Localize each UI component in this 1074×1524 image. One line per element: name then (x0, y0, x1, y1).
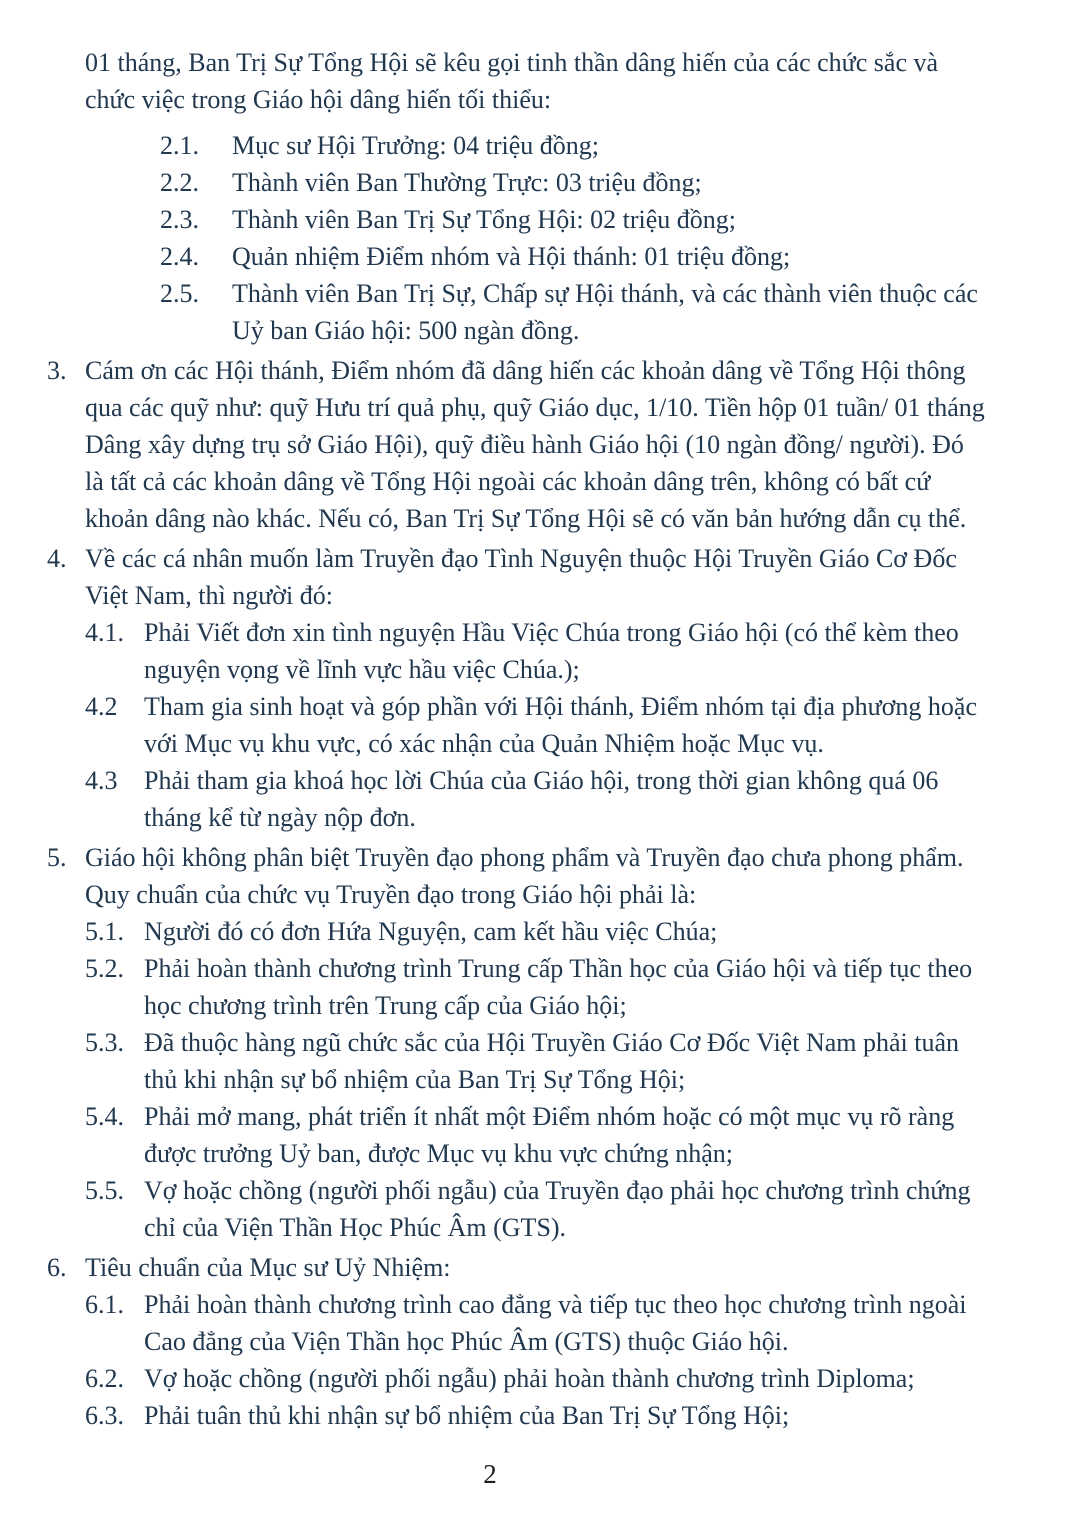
item-number: 4.2 (85, 692, 118, 721)
item-number: 5.2. (85, 954, 124, 983)
list-item-3 (47, 352, 988, 537)
list-item-5-5 (85, 1172, 988, 1246)
list-item-5-2 (85, 950, 988, 1024)
list-item-2-2 (85, 164, 988, 201)
item-number: 4.3 (85, 766, 118, 795)
list-item-2-5 (85, 275, 988, 349)
item-text: Phải mở mang, phát triển ít nhất một Điểm nhóm hoặc có một mục vụ rõ ràng được trưởng Uỷ ban, được Mục vụ khu vực chứng nhận; (144, 1102, 955, 1168)
item-text: Về các cá nhân muốn làm Truyền đạo Tình Nguyện thuộc Hội Truyền Giáo Cơ Đốc Việt Nam, thì người đó: (85, 544, 957, 610)
list-item-5-1 (85, 913, 988, 950)
item-text: Người đó có đơn Hứa Nguyện, cam kết hầu việc Chúa; (144, 917, 718, 946)
list-item-6-3 (85, 1397, 988, 1434)
item-text: Phải tham gia khoá học lời Chúa của Giáo hội, trong thời gian không quá 06 tháng kể từ ngày nộp đơn. (144, 766, 939, 832)
list-item-2-4 (85, 238, 988, 275)
item-text: Giáo hội không phân biệt Truyền đạo phong phẩm và Truyền đạo chưa phong phẩm. Quy chuẩn của chức vụ Truyền đạo trong Giáo hội phải là: (85, 843, 964, 909)
item-number: 6. (47, 1253, 67, 1282)
item-number: 4.1. (85, 618, 124, 647)
item-text: Vợ hoặc chồng (người phối ngẫu) của Truyền đạo phải học chương trình chứng chỉ của Viện Thần Học Phúc Âm (GTS). (144, 1176, 971, 1242)
item-number: 5. (47, 843, 67, 872)
item-number: 2.2. (160, 168, 199, 197)
item-text: Quản nhiệm Điểm nhóm và Hội thánh: 01 triệu đồng; (232, 242, 791, 271)
list-item-6-1 (85, 1286, 988, 1360)
list-item-4-2 (85, 688, 988, 762)
list-item-4-1 (85, 614, 988, 688)
list-item-5-4 (85, 1098, 988, 1172)
item-text: Đã thuộc hàng ngũ chức sắc của Hội Truyền Giáo Cơ Đốc Việt Nam phải tuân thủ khi nhận sự bổ nhiệm của Ban Trị Sự Tổng Hội; (144, 1028, 960, 1094)
intro-paragraph (85, 44, 988, 118)
list-item-5-3 (85, 1024, 988, 1098)
item-number: 5.5. (85, 1176, 124, 1205)
item-number: 4. (47, 544, 67, 573)
list-item-5 (47, 839, 988, 913)
item-number: 6.3. (85, 1401, 124, 1430)
item-number: 2.1. (160, 131, 199, 160)
item-text: Vợ hoặc chồng (người phối ngẫu) phải hoàn thành chương trình Diploma; (144, 1364, 915, 1393)
page-number: 2 (483, 1459, 497, 1489)
item-number: 5.3. (85, 1028, 124, 1057)
item-text: Cám ơn các Hội thánh, Điểm nhóm đã dâng hiến các khoản dâng về Tổng Hội thông qua các quỹ như: quỹ Hưu trí quả phụ, quỹ Giáo dục, 1/10. Tiền hộp 01 tuần/ 01 tháng Dâng xây dựng trụ sở Giáo Hội), quỹ điều hành Giáo hội (10 ngàn đồng/ người). Đó là tất cả các khoản dâng về Tổng Hội ngoài các khoản dâng trên, không có bất cứ khoản dâng nào khác. Nếu có, Ban Trị Sự Tổng Hội sẽ có văn bản hướng dẫn cụ thể. (85, 356, 985, 533)
item-number: 3. (47, 356, 67, 385)
item-text: Phải Viết đơn xin tình nguyện Hầu Việc Chúa trong Giáo hội (có thể kèm theo nguyện vọng về lĩnh vực hầu việc Chúa.); (144, 618, 959, 684)
item-text: Mục sư Hội Trưởng: 04 triệu đồng; (232, 131, 599, 160)
list-item-2-3 (85, 201, 988, 238)
item-text: Phải hoàn thành chương trình cao đẳng và tiếp tục theo học chương trình ngoài Cao đẳng của Viện Thần học Phúc Âm (GTS) thuộc Giáo hội. (144, 1290, 967, 1356)
item-number: 6.1. (85, 1290, 124, 1319)
list-item-4-3 (85, 762, 988, 836)
list-item-6-2 (85, 1360, 988, 1397)
item-number: 5.4. (85, 1102, 124, 1131)
list-item-2-1 (85, 127, 988, 164)
item-number: 5.1. (85, 917, 124, 946)
list-item-4 (47, 540, 988, 614)
item-text: Thành viên Ban Trị Sự Tổng Hội: 02 triệu đồng; (232, 205, 737, 234)
item-text: Phải hoàn thành chương trình Trung cấp Thần học của Giáo hội và tiếp tục theo học chương trình trên Trung cấp của Giáo hội; (144, 954, 973, 1020)
item-number: 2.3. (160, 205, 199, 234)
item-text: Thành viên Ban Trị Sự, Chấp sự Hội thánh, và các thành viên thuộc các Uỷ ban Giáo hội: 500 ngàn đồng. (232, 279, 978, 345)
item-text: Tiêu chuẩn của Mục sư Uỷ Nhiệm: (85, 1253, 451, 1282)
item-text: 01 tháng, Ban Trị Sự Tổng Hội sẽ kêu gọi tinh thần dâng hiến của các chức sắc và chức việc trong Giáo hội dâng hiến tối thiểu: (85, 48, 939, 114)
item-number: 2.4. (160, 242, 199, 271)
item-number: 6.2. (85, 1364, 124, 1393)
item-text: Tham gia sinh hoạt và góp phần với Hội thánh, Điểm nhóm tại địa phương hoặc với Mục vụ khu vực, có xác nhận của Quản Nhiệm hoặc Mục vụ. (144, 692, 977, 758)
item-text: Thành viên Ban Thường Trực: 03 triệu đồng; (232, 168, 702, 197)
list-item-6 (47, 1249, 988, 1286)
item-number: 2.5. (160, 279, 199, 308)
item-text: Phải tuân thủ khi nhận sự bổ nhiệm của Ban Trị Sự Tổng Hội; (144, 1401, 790, 1430)
